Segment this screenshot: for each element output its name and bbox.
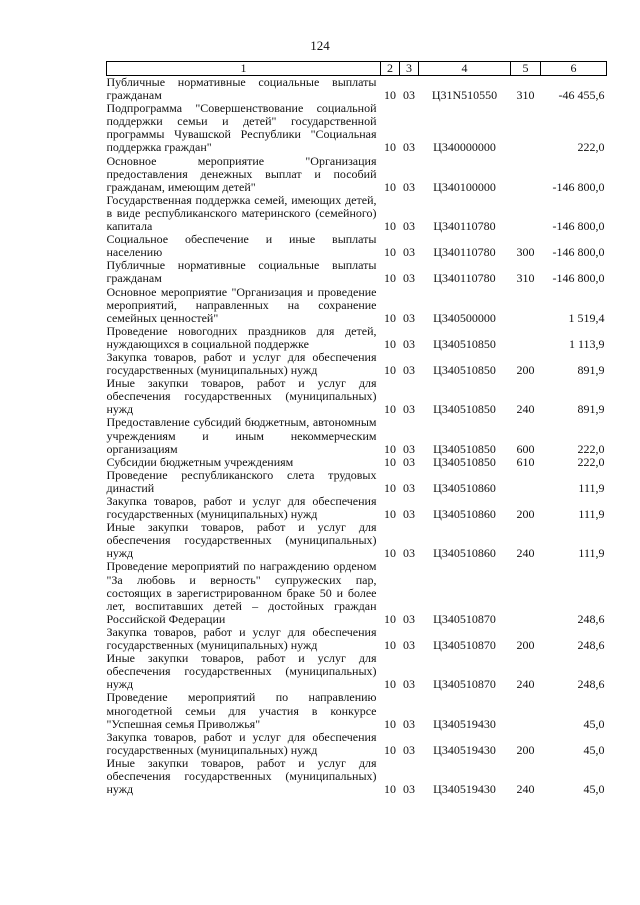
subsection-code: 03 — [403, 336, 415, 351]
expense-name: Проведение новогодних праздников для детей, нуждающихся в социальной поддержке — [106, 323, 377, 351]
expense-type-code: 200 — [516, 638, 535, 653]
expense-type-code — [511, 325, 541, 351]
expense-name: Публичные нормативные социальные выплаты гражданам — [106, 75, 377, 103]
amount: 222,0 — [577, 454, 605, 469]
subsection-code: 03 — [403, 638, 415, 653]
expense-name: Проведение мероприятий по награждению орденом "За любовь и верность" супружеских пар, состоящих в зарегистрированном браке 50 и более лет, воспитавших детей – достойных граждан Российской Федерации — [106, 559, 377, 626]
table-row — [107, 76, 607, 103]
amount: 111,9 — [578, 507, 605, 522]
section-code: 10 — [384, 480, 396, 495]
table-row — [107, 691, 607, 730]
section-code: 10 — [384, 454, 396, 469]
subsection-code: 03 — [403, 441, 415, 456]
table-row — [107, 521, 607, 560]
amount: 1 519,4 — [568, 310, 605, 325]
table-row — [107, 259, 607, 285]
expense-name: Закупка товаров, работ и услуг для обеспечения государственных (муниципальных) нужд — [106, 494, 377, 522]
amount: 1 113,9 — [568, 336, 605, 351]
amount: -146 800,0 — [552, 245, 605, 260]
section-code: 10 — [384, 271, 396, 286]
expense-type-code: 310 — [516, 88, 535, 103]
amount: 248,6 — [577, 638, 605, 653]
table-row — [107, 469, 607, 495]
section-code: 10 — [384, 88, 396, 103]
section-code: 10 — [384, 441, 396, 456]
amount: 45,0 — [583, 742, 605, 757]
section-code: 10 — [384, 546, 396, 561]
expense-name: Предоставление субсидий бюджетным, автономным учреждениям и иным некоммерческим организациям — [106, 415, 377, 456]
expense-name: Закупка товаров, работ и услуг для обеспечения государственных (муниципальных) нужд — [106, 349, 377, 378]
amount: -46 455,6 — [558, 88, 605, 103]
budget-table — [106, 61, 607, 796]
page-number: 124 — [310, 38, 330, 53]
expense-name: Социальное обеспечение и иные выплаты населению — [106, 232, 377, 260]
expense-type-code: 610 — [516, 454, 535, 469]
subsection-code: 03 — [403, 677, 415, 692]
expense-type-code: 240 — [516, 402, 535, 417]
section-code: 10 — [384, 310, 396, 325]
expense-name: Иные закупки товаров, работ и услуг для обеспечения государственных (муниципальных) нужд — [106, 755, 377, 797]
table-row — [107, 286, 607, 325]
expense-name: Субсидии бюджетным учреждениям — [106, 454, 294, 469]
subsection-code: 03 — [403, 271, 415, 286]
table-header — [107, 62, 607, 76]
target-article-code: Ц340510850 — [433, 363, 496, 378]
table-row — [107, 757, 607, 796]
table-row — [107, 233, 607, 259]
section-code: 10 — [384, 677, 396, 692]
expense-type-code: 310 — [516, 271, 535, 286]
subsection-code: 03 — [403, 546, 415, 561]
subsection-code: 03 — [403, 363, 415, 378]
target-article-code: Ц340510870 — [433, 677, 496, 692]
section-code: 10 — [384, 363, 396, 378]
target-article-code: Ц340510850 — [433, 441, 496, 456]
subsection-code: 03 — [403, 480, 415, 495]
column-header: 1 — [107, 62, 381, 76]
expense-type-code: 240 — [516, 546, 535, 561]
target-article-code: Ц340100000 — [433, 179, 496, 194]
expense-name: Государственная поддержка семей, имеющих детей, в виде республиканского материнского (семейного) капитала — [106, 192, 377, 234]
table-row — [107, 560, 607, 625]
column-header: 4 — [419, 62, 511, 76]
target-article-code: Ц340519430 — [433, 742, 496, 757]
section-code: 10 — [384, 179, 396, 194]
expense-name: Иные закупки товаров, работ и услуг для обеспечения государственных (муниципальных) нужд — [106, 376, 377, 417]
target-article-code: Ц340510850 — [433, 336, 496, 351]
expense-name: Публичные нормативные социальные выплаты гражданам — [106, 258, 377, 286]
subsection-code: 03 — [403, 716, 415, 731]
target-article-code: Ц340510870 — [433, 611, 496, 626]
table-body — [107, 76, 607, 797]
amount: -146 800,0 — [552, 219, 605, 234]
amount: 891,9 — [577, 402, 605, 417]
section-code: 10 — [384, 219, 396, 234]
section-code: 10 — [384, 402, 396, 417]
amount: 222,0 — [577, 140, 605, 155]
expense-name: Проведение мероприятий по направлению многодетной семьи для участия в конкурсе "Успешная семья Приволжья" — [106, 690, 377, 731]
subsection-code: 03 — [403, 219, 415, 234]
table-row — [107, 377, 607, 416]
expense-name: Подпрограмма "Совершенствование социальной поддержки семьи и детей" государственной программы Чувашской Республики "Социальная поддержка граждан" — [106, 101, 377, 155]
table-row — [107, 416, 607, 455]
expense-name: Основное мероприятие "Организация и проведение мероприятий, направленных на сохранение семейных ценностей" — [106, 284, 377, 325]
section-code: 10 — [384, 507, 396, 522]
expense-type-code — [511, 560, 541, 625]
target-article-code: Ц340510860 — [433, 480, 496, 495]
target-article-code: Ц340110780 — [433, 271, 496, 286]
column-header: 2 — [381, 62, 400, 76]
expense-type-code — [511, 155, 541, 194]
subsection-code: 03 — [403, 88, 415, 103]
amount: 111,9 — [578, 546, 605, 561]
amount: 222,0 — [577, 441, 605, 456]
expense-name: Проведение республиканского слета трудовых династий — [106, 467, 377, 495]
table-row — [107, 456, 607, 469]
table-row — [107, 495, 607, 521]
section-code: 10 — [384, 336, 396, 351]
target-article-code: Ц340110780 — [433, 245, 496, 260]
column-header: 3 — [400, 62, 419, 76]
expense-type-code: 240 — [516, 677, 535, 692]
section-code: 10 — [384, 611, 396, 626]
column-header: 6 — [541, 62, 607, 76]
expense-type-code: 600 — [516, 441, 535, 456]
expense-name: Иные закупки товаров, работ и услуг для обеспечения государственных (муниципальных) нужд — [106, 520, 377, 561]
amount: -146 800,0 — [552, 179, 605, 194]
amount: 111,9 — [578, 480, 605, 495]
target-article-code: Ц31N510550 — [431, 88, 498, 103]
expense-name: Закупка товаров, работ и услуг для обеспечения государственных (муниципальных) нужд — [106, 729, 377, 757]
subsection-code: 03 — [403, 454, 415, 469]
table-row — [107, 351, 607, 377]
expense-type-code — [511, 691, 541, 730]
expense-type-code: 240 — [516, 782, 535, 797]
expense-type-code: 300 — [516, 245, 535, 260]
expense-name: Иные закупки товаров, работ и услуг для обеспечения государственных (муниципальных) нужд — [106, 651, 377, 692]
section-code: 10 — [384, 140, 396, 155]
subsection-code: 03 — [403, 140, 415, 155]
table-row — [107, 194, 607, 233]
target-article-code: Ц340510870 — [433, 638, 496, 653]
target-article-code: Ц340510850 — [433, 402, 496, 417]
target-article-code: Ц340519430 — [433, 782, 496, 797]
table-row — [107, 731, 607, 757]
subsection-code: 03 — [403, 507, 415, 522]
section-code: 10 — [384, 742, 396, 757]
table-row — [107, 652, 607, 691]
section-code: 10 — [384, 716, 396, 731]
section-code: 10 — [384, 245, 396, 260]
target-article-code: Ц340510850 — [433, 454, 496, 469]
target-article-code: Ц340000000 — [433, 140, 496, 155]
target-article-code: Ц340500000 — [433, 310, 496, 325]
table-row — [107, 155, 607, 194]
target-article-code: Ц340110780 — [433, 219, 496, 234]
section-code: 10 — [384, 638, 396, 653]
expense-type-code — [511, 469, 541, 495]
amount: 45,0 — [583, 782, 605, 797]
table-row — [107, 102, 607, 154]
subsection-code: 03 — [403, 310, 415, 325]
amount: -146 800,0 — [552, 271, 605, 286]
section-code: 10 — [384, 782, 396, 797]
amount: 891,9 — [577, 363, 605, 378]
expense-type-code: 200 — [516, 363, 535, 378]
amount: 248,6 — [577, 611, 605, 626]
subsection-code: 03 — [403, 245, 415, 260]
subsection-code: 03 — [403, 402, 415, 417]
expense-name: Основное мероприятие "Организация предоставления денежных выплат и пособий гражданам, имеющим детей" — [106, 153, 377, 194]
table-row — [107, 626, 607, 652]
target-article-code: Ц340519430 — [433, 716, 496, 731]
expense-type-code: 200 — [516, 742, 535, 757]
column-header: 5 — [511, 62, 541, 76]
expense-name: Закупка товаров, работ и услуг для обеспечения государственных (муниципальных) нужд — [106, 624, 377, 653]
amount: 248,6 — [577, 677, 605, 692]
subsection-code: 03 — [403, 179, 415, 194]
subsection-code: 03 — [403, 611, 415, 626]
header-row — [107, 62, 607, 76]
expense-type-code — [511, 102, 541, 154]
subsection-code: 03 — [403, 782, 415, 797]
target-article-code: Ц340510860 — [433, 546, 496, 561]
expense-type-code — [511, 286, 541, 325]
amount: 45,0 — [583, 716, 605, 731]
target-article-code: Ц340510860 — [433, 507, 496, 522]
table-row — [107, 325, 607, 351]
expense-type-code: 200 — [516, 507, 535, 522]
subsection-code: 03 — [403, 742, 415, 757]
expense-type-code — [511, 194, 541, 233]
